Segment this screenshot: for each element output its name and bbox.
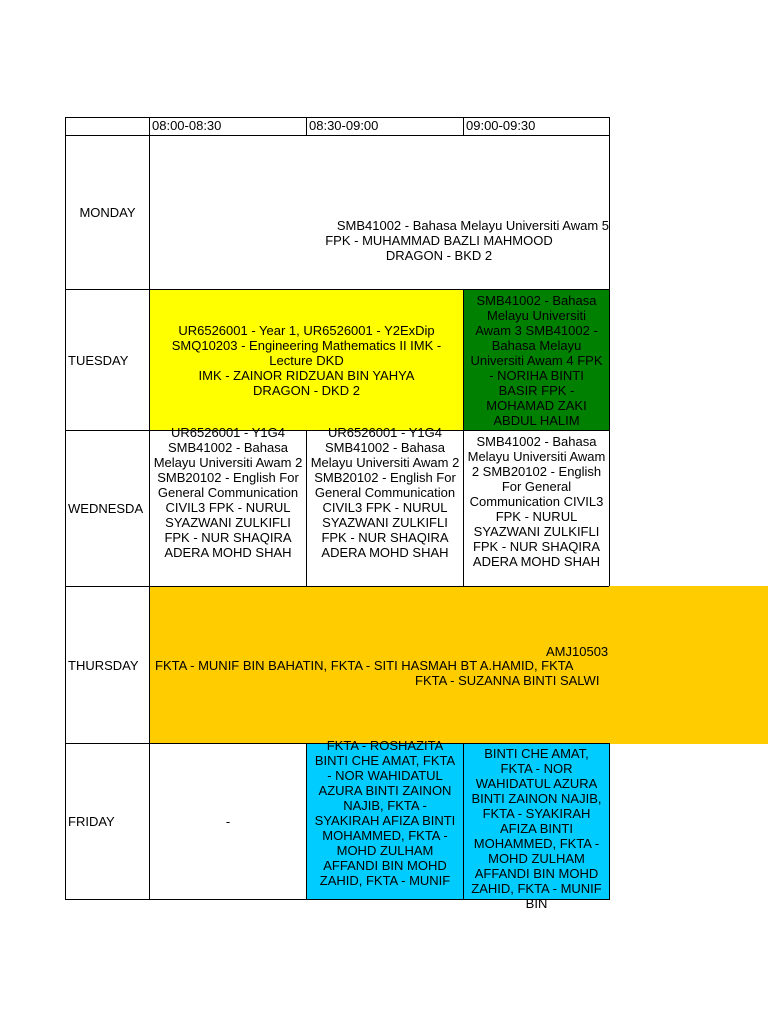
friday-slot3-text: BINTI CHE AMAT, FKTA - NOR WAHIDATUL AZURA BINTI ZAINON NAJIB, FKTA - SYAKIRAH AFIZA BINTI MOHAMMED, FKTA - MOHD ZULHAM AFFANDI BIN MOHD ZAHID, FKTA - MUNIF BIN [471,746,602,911]
day-label-tuesday: TUESDAY [65,289,150,431]
tuesday-type: Lecture DKD [269,352,344,368]
friday-empty-dash: - [225,814,231,829]
day-label-monday: MONDAY [65,135,150,290]
header-slot-0800: 08:00-08:30 [149,117,307,136]
friday-slot2-block[interactable] [306,738,464,900]
thursday-lecturers: FKTA - MUNIF BIN BAHATIN, FKTA - SITI HASMAH BT A.HAMID, FKTA [155,658,574,673]
friday-slot3-block[interactable] [463,743,610,911]
monday-course: SMB41002 - Bahasa Melayu Universiti Awam 5 [336,218,609,233]
friday-slot2-text: FKTA - ROSHAZITA BINTI CHE AMAT, FKTA - NOR WAHIDATUL AZURA BINTI ZAINON NAJIB, FKTA - SYAKIRAH AFIZA BINTI MOHAMMED, FKTA - MOHD ZULHAM AFFANDI BIN MOHD ZAHID, FKTA - MUNIF [314,738,456,888]
wednesday-slot3-text: SMB41002 - Bahasa Melayu Universiti Awam 2 SMB20102 - English For General Communication CIVIL3 FPK - NURUL SYAZWANI ZULKIFLI FPK - NUR SHAQIRA ADERA MOHD SHAH [467,434,606,569]
header-corner-cell [65,117,150,136]
tuesday-bahasa-block[interactable] [463,289,610,431]
tuesday-course: SMQ10203 - Engineering Mathematics II IMK - [171,337,442,353]
wednesday-slot3-block[interactable] [463,430,610,587]
wednesday-slot2-text: UR6526001 - Y1G4 SMB41002 - Bahasa Melayu Universiti Awam 2 SMB20102 - English For General Communication CIVIL3 FPK - NURUL SYAZWANI ZULKIFLI FPK - NUR SHAQIRA ADERA MOHD SHAH [310,425,460,560]
friday-slot1-empty [149,743,307,900]
tuesday-room: DRAGON - DKD 2 [253,382,360,398]
monday-lecturer: FPK - MUHAMMAD BAZLI MAHMOOD [325,233,553,248]
monday-room: DRAGON - BKD 2 [385,248,493,263]
header-slot-0900: 09:00-09:30 [463,117,610,136]
day-label-thursday: THURSDAY [65,586,150,744]
tuesday-bahasa-text: SMB41002 - Bahasa Melayu Universiti Awam 3 SMB41002 - Bahasa Melayu Universiti Awam 4 FPK - NORIHA BINTI BASIR FPK - MOHAMAD ZAKI ABDUL HALIM [470,293,603,428]
wednesday-slot2-block[interactable] [306,425,464,587]
wednesday-slot1-block[interactable] [149,425,307,587]
header-slot-0830: 08:30-09:00 [306,117,464,136]
monday-class-block[interactable] [149,135,610,290]
tuesday-math-block[interactable] [149,289,464,431]
thursday-course: AMJ10503 [546,644,609,659]
day-label-friday: FRIDAY [65,743,150,900]
thursday-block-overflow [609,586,768,744]
tuesday-lecturer: IMK - ZAINOR RIDZUAN BIN YAHYA [198,367,415,383]
tuesday-group: UR6526001 - Year 1, UR6526001 - Y2ExDip [178,322,435,338]
day-label-wednesday: WEDNESDA [65,430,150,587]
thursday-class-block[interactable] [149,586,610,744]
thursday-lecturers-cont: FKTA - SUZANNA BINTI SALWI [415,673,600,688]
wednesday-slot1-text: UR6526001 - Y1G4 SMB41002 - Bahasa Melayu Universiti Awam 2 SMB20102 - English For General Communication CIVIL3 FPK - NURUL SYAZWANI ZULKIFLI FPK - NUR SHAQIRA ADERA MOHD SHAH [153,425,303,560]
